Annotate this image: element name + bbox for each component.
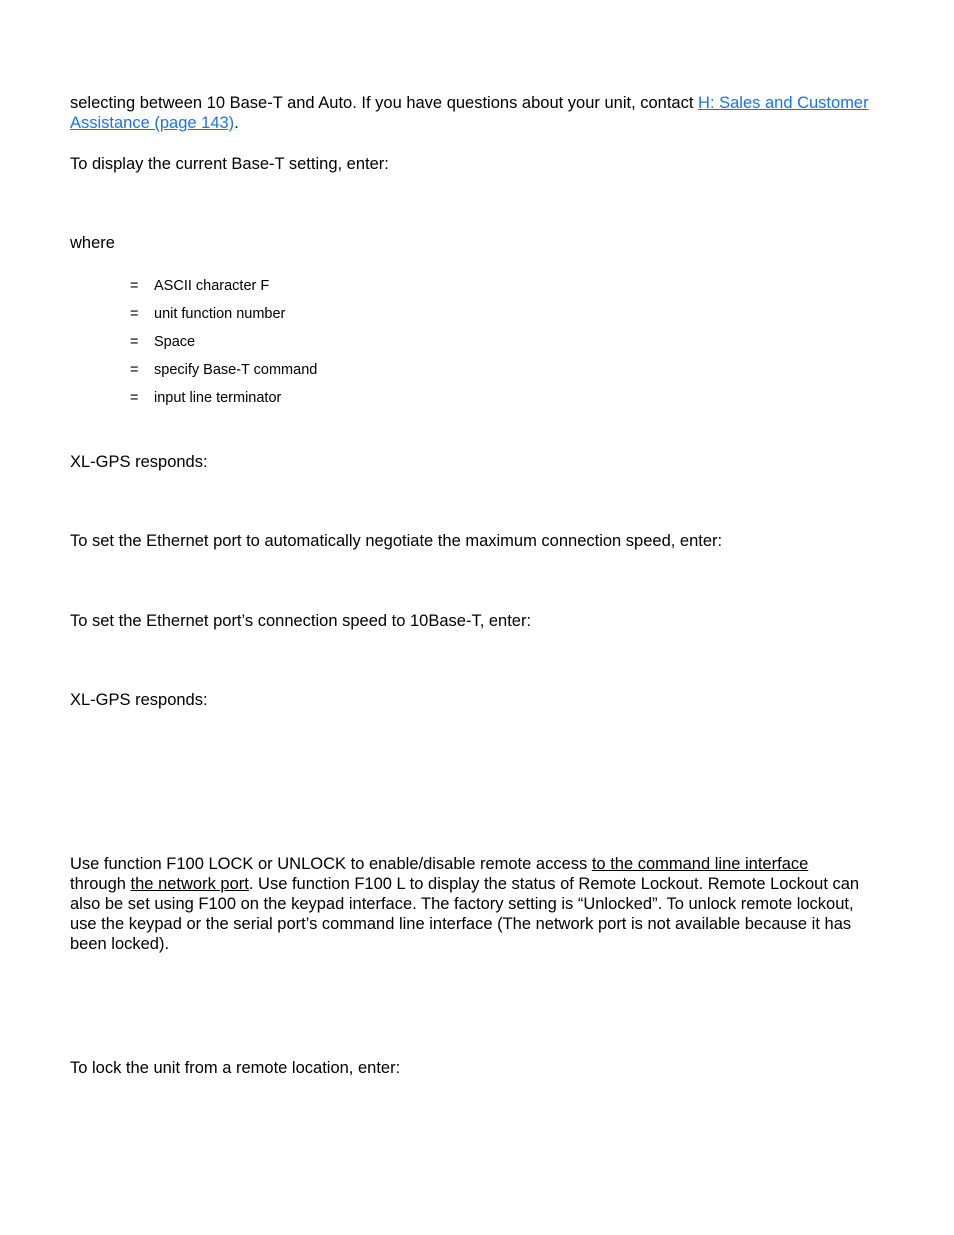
definition-text: input line terminator xyxy=(154,390,282,406)
intro-period: . xyxy=(234,114,239,132)
intro-paragraph xyxy=(70,93,870,133)
equals-sign: = xyxy=(130,390,139,406)
intro-text: selecting between 10 Base-T and Auto. If you have questions about your unit, contact xyxy=(70,94,699,112)
equals-sign: = xyxy=(130,306,139,322)
equals-sign: = xyxy=(130,362,139,378)
network-port-reference: the network port xyxy=(130,875,249,893)
responds-label-1: XL-GPS responds: xyxy=(70,453,208,471)
definition-text: Space xyxy=(154,334,196,350)
definition-text: specify Base-T command xyxy=(154,362,318,378)
equals-sign: = xyxy=(130,278,139,294)
definition-text: unit function number xyxy=(154,306,286,322)
lockout-text: Use function F100 LOCK or UNLOCK to enable/disable remote access xyxy=(70,855,592,873)
auto-instruction: To set the Ethernet port to automatically negotiate the maximum connection speed, enter: xyxy=(70,532,723,550)
definition-item xyxy=(130,361,317,379)
definition-item xyxy=(130,389,281,407)
definition-item xyxy=(130,305,285,323)
definition-item xyxy=(130,277,269,295)
where-label: where xyxy=(70,234,115,252)
lockout-text: through xyxy=(70,875,131,893)
equals-sign: = xyxy=(130,334,139,350)
lock-instruction: To lock the unit from a remote location, enter: xyxy=(70,1059,401,1077)
definition-item xyxy=(130,333,195,351)
definition-text: ASCII character F xyxy=(154,278,270,294)
responds-label-2: XL-GPS responds: xyxy=(70,691,208,709)
display-instruction: To display the current Base-T setting, enter: xyxy=(70,155,389,173)
tenbase-instruction: To set the Ethernet port’s connection speed to 10Base-T, enter: xyxy=(70,612,532,630)
lockout-text: . Use function F100 L to display the status of Remote Lockout. Remote Lockout can also be set using F100 on the keypad interface. The factory setting is “Unlocked”. To unlock remote lockout, use the keypad or the serial port’s command line interface (The network port is not available because it has been locked). xyxy=(70,875,860,953)
sales-assistance-link[interactable]: H: Sales and Customer Assistance (page 143) xyxy=(70,94,869,132)
cli-reference: to the command line interface xyxy=(591,855,809,873)
remote-lockout-paragraph xyxy=(70,854,860,954)
